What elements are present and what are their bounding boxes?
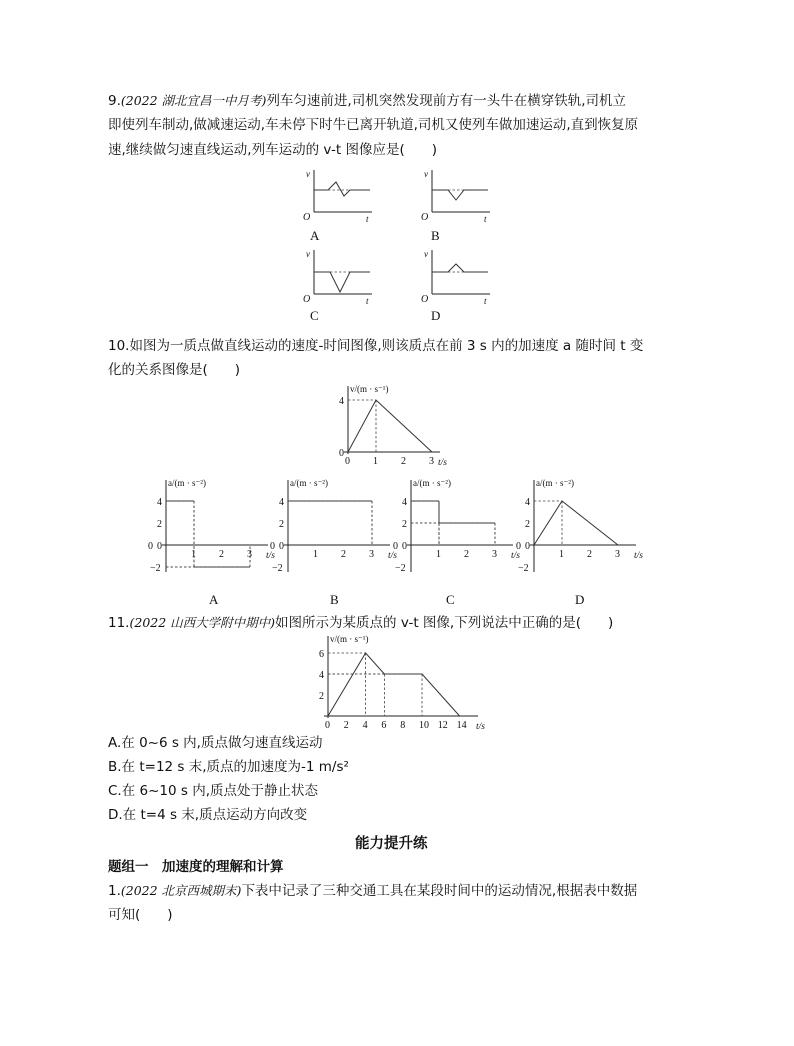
origin-label: O — [303, 212, 311, 223]
x-axis-label: t/s — [511, 551, 520, 561]
data-line-1 — [534, 501, 618, 545]
axis-t-label: t — [366, 296, 369, 306]
axis-v-label: v — [424, 249, 428, 259]
q10-option-a: A — [209, 592, 219, 607]
y-tick-label: 4 — [402, 497, 407, 508]
section-title: 能力提升练 — [355, 836, 428, 852]
q10-at-chart-a — [140, 478, 280, 578]
y-zero-label: 0 — [270, 541, 275, 552]
q10-at-chart-b — [262, 478, 402, 578]
q10-at-chart-c — [385, 478, 525, 578]
data-line-1 — [348, 400, 432, 452]
x-tick-label: 3 — [429, 456, 434, 467]
q9-graph-c — [300, 246, 380, 306]
q9-graph-d — [418, 246, 498, 306]
x-tick-label: 2 — [401, 456, 406, 467]
y-tick-label: 4 — [319, 670, 324, 681]
x-tick-label: 1 — [436, 549, 441, 560]
y-tick-label: 2 — [402, 519, 407, 530]
x-tick-label: 0 — [345, 456, 350, 467]
q10-line1: 10.如图为一质点做直线运动的速度-时间图像,则该质点在前 3 s 内的加速度 a 随时间 t 变 — [108, 338, 644, 354]
q9-option-d: D — [431, 308, 441, 323]
q9-line1 — [108, 91, 626, 111]
x-tick-label: 14 — [456, 720, 467, 731]
q1-line1 — [108, 881, 637, 901]
axis-v-label: v — [306, 249, 310, 259]
y-tick-label: −2 — [518, 563, 529, 574]
q11-choice-a: A.在 0~6 s 内,质点做匀速直线运动 — [108, 735, 323, 751]
y-tick-label: 4 — [157, 497, 162, 508]
y-tick-label: 2 — [279, 519, 284, 530]
q11-vt-chart — [310, 634, 490, 732]
y-tick-label: 0 — [279, 541, 284, 552]
y-axis-label: a/(m · s⁻²) — [413, 478, 451, 488]
y-tick-label: 2 — [525, 519, 530, 530]
origin-label: O — [421, 212, 429, 223]
y-tick-label: 0 — [525, 541, 530, 552]
x-tick-label: 1 — [191, 549, 196, 560]
y-zero-label: 0 — [148, 541, 153, 552]
q9-line2: 即使列车制动,做减速运动,车未停下时牛已离开轨道,司机又使列车做加速运动,直到恢复原 — [108, 117, 639, 133]
y-axis-label: a/(m · s⁻²) — [168, 478, 206, 488]
q10-option-c: C — [446, 592, 455, 607]
q9-number: 9. — [108, 93, 121, 109]
q10-at-chart-d — [508, 478, 648, 578]
y-tick-label: 4 — [279, 497, 284, 508]
q11-choice-c: C.在 6~10 s 内,质点处于静止状态 — [108, 783, 318, 799]
x-tick-label: 3 — [615, 549, 620, 560]
data-line-1 — [328, 653, 460, 716]
y-tick-label: 0 — [402, 541, 407, 552]
y-axis-label: v/(m · s⁻¹) — [330, 634, 369, 644]
q1-line2: 可知( ) — [108, 907, 173, 923]
q11-choice-d: D.在 t=4 s 末,质点运动方向改变 — [108, 807, 308, 823]
y-tick-label: −2 — [150, 563, 161, 574]
y-tick-label: 6 — [319, 649, 324, 660]
q11-choice-b: B.在 t=12 s 末,质点的加速度为-1 m/s² — [108, 759, 349, 775]
axis-t-label: t — [484, 214, 487, 224]
x-tick-label: 2 — [219, 549, 224, 560]
x-tick-label: 1 — [559, 549, 564, 560]
q9-option-a: A — [310, 228, 320, 243]
q10-vt-chart — [330, 384, 490, 474]
q11-line1 — [108, 613, 613, 633]
x-tick-label: 1 — [313, 549, 318, 560]
q1-number: 1. — [108, 883, 121, 899]
q10-option-d: D — [575, 592, 585, 607]
y-tick-label: 0 — [339, 448, 344, 459]
q1-source: (2022 北京西城期末) — [120, 883, 242, 898]
x-tick-label: 3 — [369, 549, 374, 560]
x-tick-label: 10 — [419, 720, 429, 731]
q9-source: (2022 湖北宜昌一中月考) — [120, 93, 267, 108]
y-tick-label: 2 — [319, 691, 324, 702]
x-tick-label: 1 — [373, 456, 378, 467]
axis-v-label: v — [424, 169, 428, 179]
q9-option-b: B — [431, 228, 440, 243]
q9-graph-a — [300, 166, 380, 226]
x-tick-label: 6 — [381, 720, 387, 731]
y-tick-label: 4 — [525, 497, 530, 508]
x-tick-label: 4 — [362, 720, 368, 731]
origin-label: O — [303, 294, 311, 305]
q10-option-b: B — [330, 592, 339, 607]
q11-source: (2022 山西大学附中期中) — [129, 615, 276, 630]
x-axis-label: t/s — [438, 458, 447, 468]
section-group: 题组一 加速度的理解和计算 — [108, 859, 284, 875]
y-tick-label: −2 — [395, 563, 406, 574]
q10-line2: 化的关系图像是( ) — [108, 362, 241, 378]
y-axis-label: a/(m · s⁻²) — [290, 478, 328, 488]
origin-label: O — [421, 294, 429, 305]
y-axis-label: a/(m · s⁻²) — [536, 478, 574, 488]
x-tick-label: 2 — [587, 549, 592, 560]
q11-number: 11. — [108, 615, 130, 631]
axis-t-label: t — [366, 214, 369, 224]
x-tick-label: 0 — [325, 720, 330, 731]
y-tick-label: −2 — [272, 563, 283, 574]
q9-graph-b — [418, 166, 498, 226]
x-axis-label: t/s — [266, 551, 275, 561]
x-tick-label: 3 — [492, 549, 497, 560]
q9-line3: 速,继续做匀速直线运动,列车运动的 v-t 图像应是( ) — [108, 142, 437, 158]
axis-t-label: t — [484, 296, 487, 306]
y-tick-label: 4 — [339, 396, 344, 407]
y-tick-label: 0 — [157, 541, 162, 552]
axis-v-label: v — [306, 169, 310, 179]
x-tick-label: 12 — [437, 720, 448, 731]
x-tick-label: 2 — [341, 549, 346, 560]
q9-option-c: C — [310, 308, 319, 323]
y-zero-label: 0 — [516, 541, 521, 552]
q11-text: 如图所示为某质点的 v-t 图像,下列说法中正确的是( ) — [275, 615, 614, 631]
x-tick-label: 8 — [400, 720, 406, 731]
x-axis-label: t/s — [388, 551, 397, 561]
x-axis-label: t/s — [476, 722, 485, 732]
x-axis-label: t/s — [634, 551, 643, 561]
y-axis-label: v/(m · s⁻¹) — [350, 384, 389, 394]
y-zero-label: 0 — [393, 541, 398, 552]
q1-text: 下表中记录了三种交通工具在某段时间中的运动情况,根据表中数据 — [241, 883, 638, 899]
x-tick-label: 2 — [343, 720, 349, 731]
x-tick-label: 2 — [464, 549, 469, 560]
y-tick-label: 2 — [157, 519, 162, 530]
q9-text-1: 列车匀速前进,司机突然发现前方有一头牛在横穿铁轨,司机立 — [266, 93, 627, 109]
x-tick-label: 3 — [247, 549, 252, 560]
